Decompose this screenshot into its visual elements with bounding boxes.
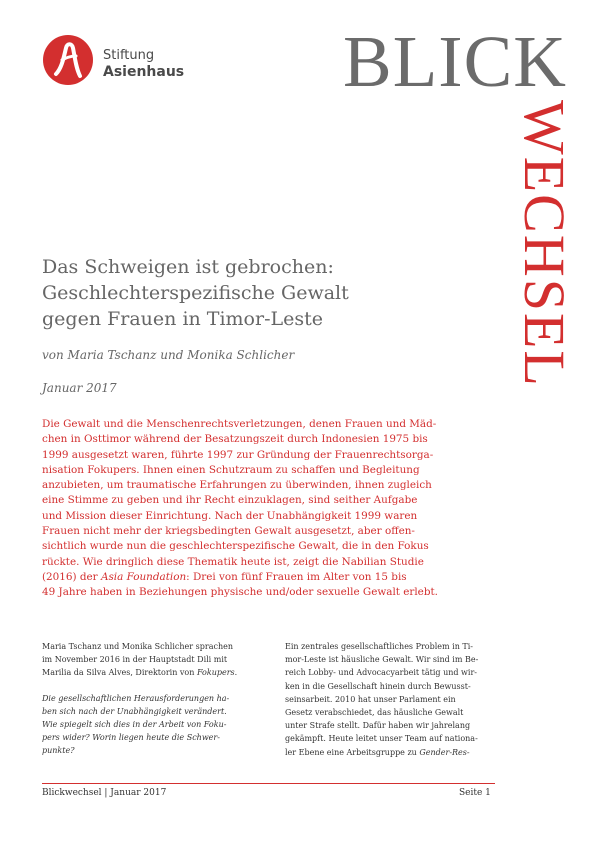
- body-line: Maria Tschanz und Monika Schlicher sprachen: [42, 642, 233, 651]
- body-line: ken in die Gesellschaft hinein durch Bewusst-: [285, 681, 471, 691]
- body-line: reich Lobby- und Advocacyarbeit tätig und wir-: [285, 668, 477, 678]
- logo: [42, 34, 202, 94]
- right-column: [285, 640, 500, 759]
- asienhaus-logo-icon: [42, 34, 94, 86]
- intro-line: chen in Osttimor während der Besatzungszeit durch Indonesien 1975 bis: [42, 433, 428, 446]
- logo-text-line1: Stiftung: [103, 48, 155, 63]
- intro-line: rückte. Wie dringlich diese Thematik heute ist, zeigt die Nabilian Studie: [42, 555, 424, 568]
- footer-publication: Blickwechsel | Januar 2017: [42, 788, 167, 798]
- body-line: im November 2016 in der Hauptstadt Dili mit: [42, 655, 228, 665]
- body-text: ler Ebene eine Arbeitsgruppe zu: [285, 747, 420, 757]
- left-column: [42, 640, 257, 758]
- body-line: Ein zentrales gesellschaftliches Problem in Ti-: [285, 642, 473, 651]
- footer-divider: [42, 783, 495, 784]
- intro-line: Frauen nicht mehr der kriegsbedingten Gewalt ausgesetzt, aber offen-: [42, 525, 415, 538]
- intro-line: und Mission dieser Einrichtung. Nach der Unabhängigkeit 1999 waren: [42, 509, 418, 522]
- masthead-wechsel: [506, 100, 586, 460]
- body-emphasis: Fokupers: [196, 668, 235, 678]
- question-line: Wie spiegelt sich dies in der Arbeit von Foku-: [42, 720, 227, 730]
- question-line: punkte?: [42, 746, 75, 756]
- article-authors: von Maria Tschanz und Monika Schlicher: [42, 348, 295, 362]
- body-line: mor-Leste ist häusliche Gewalt. Wir sind im Be-: [285, 655, 479, 665]
- question-line: pers wider? Worin liegen heute die Schwer-: [42, 733, 220, 743]
- intro-line: anzubieten, um traumatische Erfahrungen zu überwinden, ihnen zugleich: [42, 479, 432, 492]
- body-line: [285, 746, 500, 759]
- question-line: Die gesellschaftlichen Herausforderungen ha-: [42, 693, 230, 703]
- intro-line: sichtlich wurde nun die geschlechterspezifische Gewalt, die in den Fokus: [42, 540, 429, 553]
- intro-line: nisation Fokupers. Ihnen einen Schutzraum zu schaffen und Begleitung: [42, 463, 420, 476]
- logo-text-line2: Asienhaus: [103, 64, 185, 80]
- article-intro: [42, 417, 502, 601]
- question-line: ben sich nach der Unabhängigkeit verändert.: [42, 706, 227, 716]
- article-date: Januar 2017: [42, 381, 117, 395]
- body-line: gekämpft. Heute leitet unser Team auf nationa-: [285, 734, 478, 744]
- title-line: Das Schweigen ist gebrochen:: [42, 256, 334, 278]
- masthead-blick: BLICK: [343, 21, 567, 102]
- intro-line: [42, 570, 502, 585]
- body-text: .: [234, 668, 238, 678]
- intro-text: (2016) der: [42, 570, 101, 583]
- body-emphasis: Gender-Res-: [419, 747, 470, 757]
- intro-line: Die Gewalt und die Menschenrechtsverletzungen, denen Frauen und Mäd-: [42, 418, 437, 430]
- article-title: [42, 254, 482, 332]
- body-line: Gesetz verabschiedet, das häusliche Gewalt: [285, 708, 464, 718]
- title-line: Geschlechterspezifische Gewalt: [42, 282, 349, 304]
- footer-page-number: Seite 1: [459, 788, 491, 798]
- body-text: Marilia da Silva Alves, Direktorin von: [42, 668, 197, 678]
- intro-emphasis: Asia Foundation: [100, 570, 187, 583]
- intro-line: 49 Jahre haben in Beziehungen physische und/oder sexuelle Gewalt erlebt.: [42, 586, 438, 599]
- title-line: gegen Frauen in Timor-Leste: [42, 308, 323, 330]
- intro-text: : Drei von fünf Frauen im Alter von 15 bis: [186, 570, 407, 583]
- intro-line: eine Stimme zu geben und ihr Recht einzuklagen, sind seither Aufgabe: [42, 494, 418, 507]
- masthead-wechsel-text: WECHSEL: [512, 100, 577, 388]
- body-line: [42, 666, 257, 679]
- body-line: unter Strafe stellt. Dafür haben wir jahrelang: [285, 721, 471, 731]
- intro-line: 1999 ausgesetzt waren, führte 1997 zur Gründung der Frauenrechtsorga-: [42, 448, 434, 461]
- body-line: seinsarbeit. 2010 hat unser Parlament ein: [285, 694, 456, 704]
- interview-question: [42, 692, 257, 758]
